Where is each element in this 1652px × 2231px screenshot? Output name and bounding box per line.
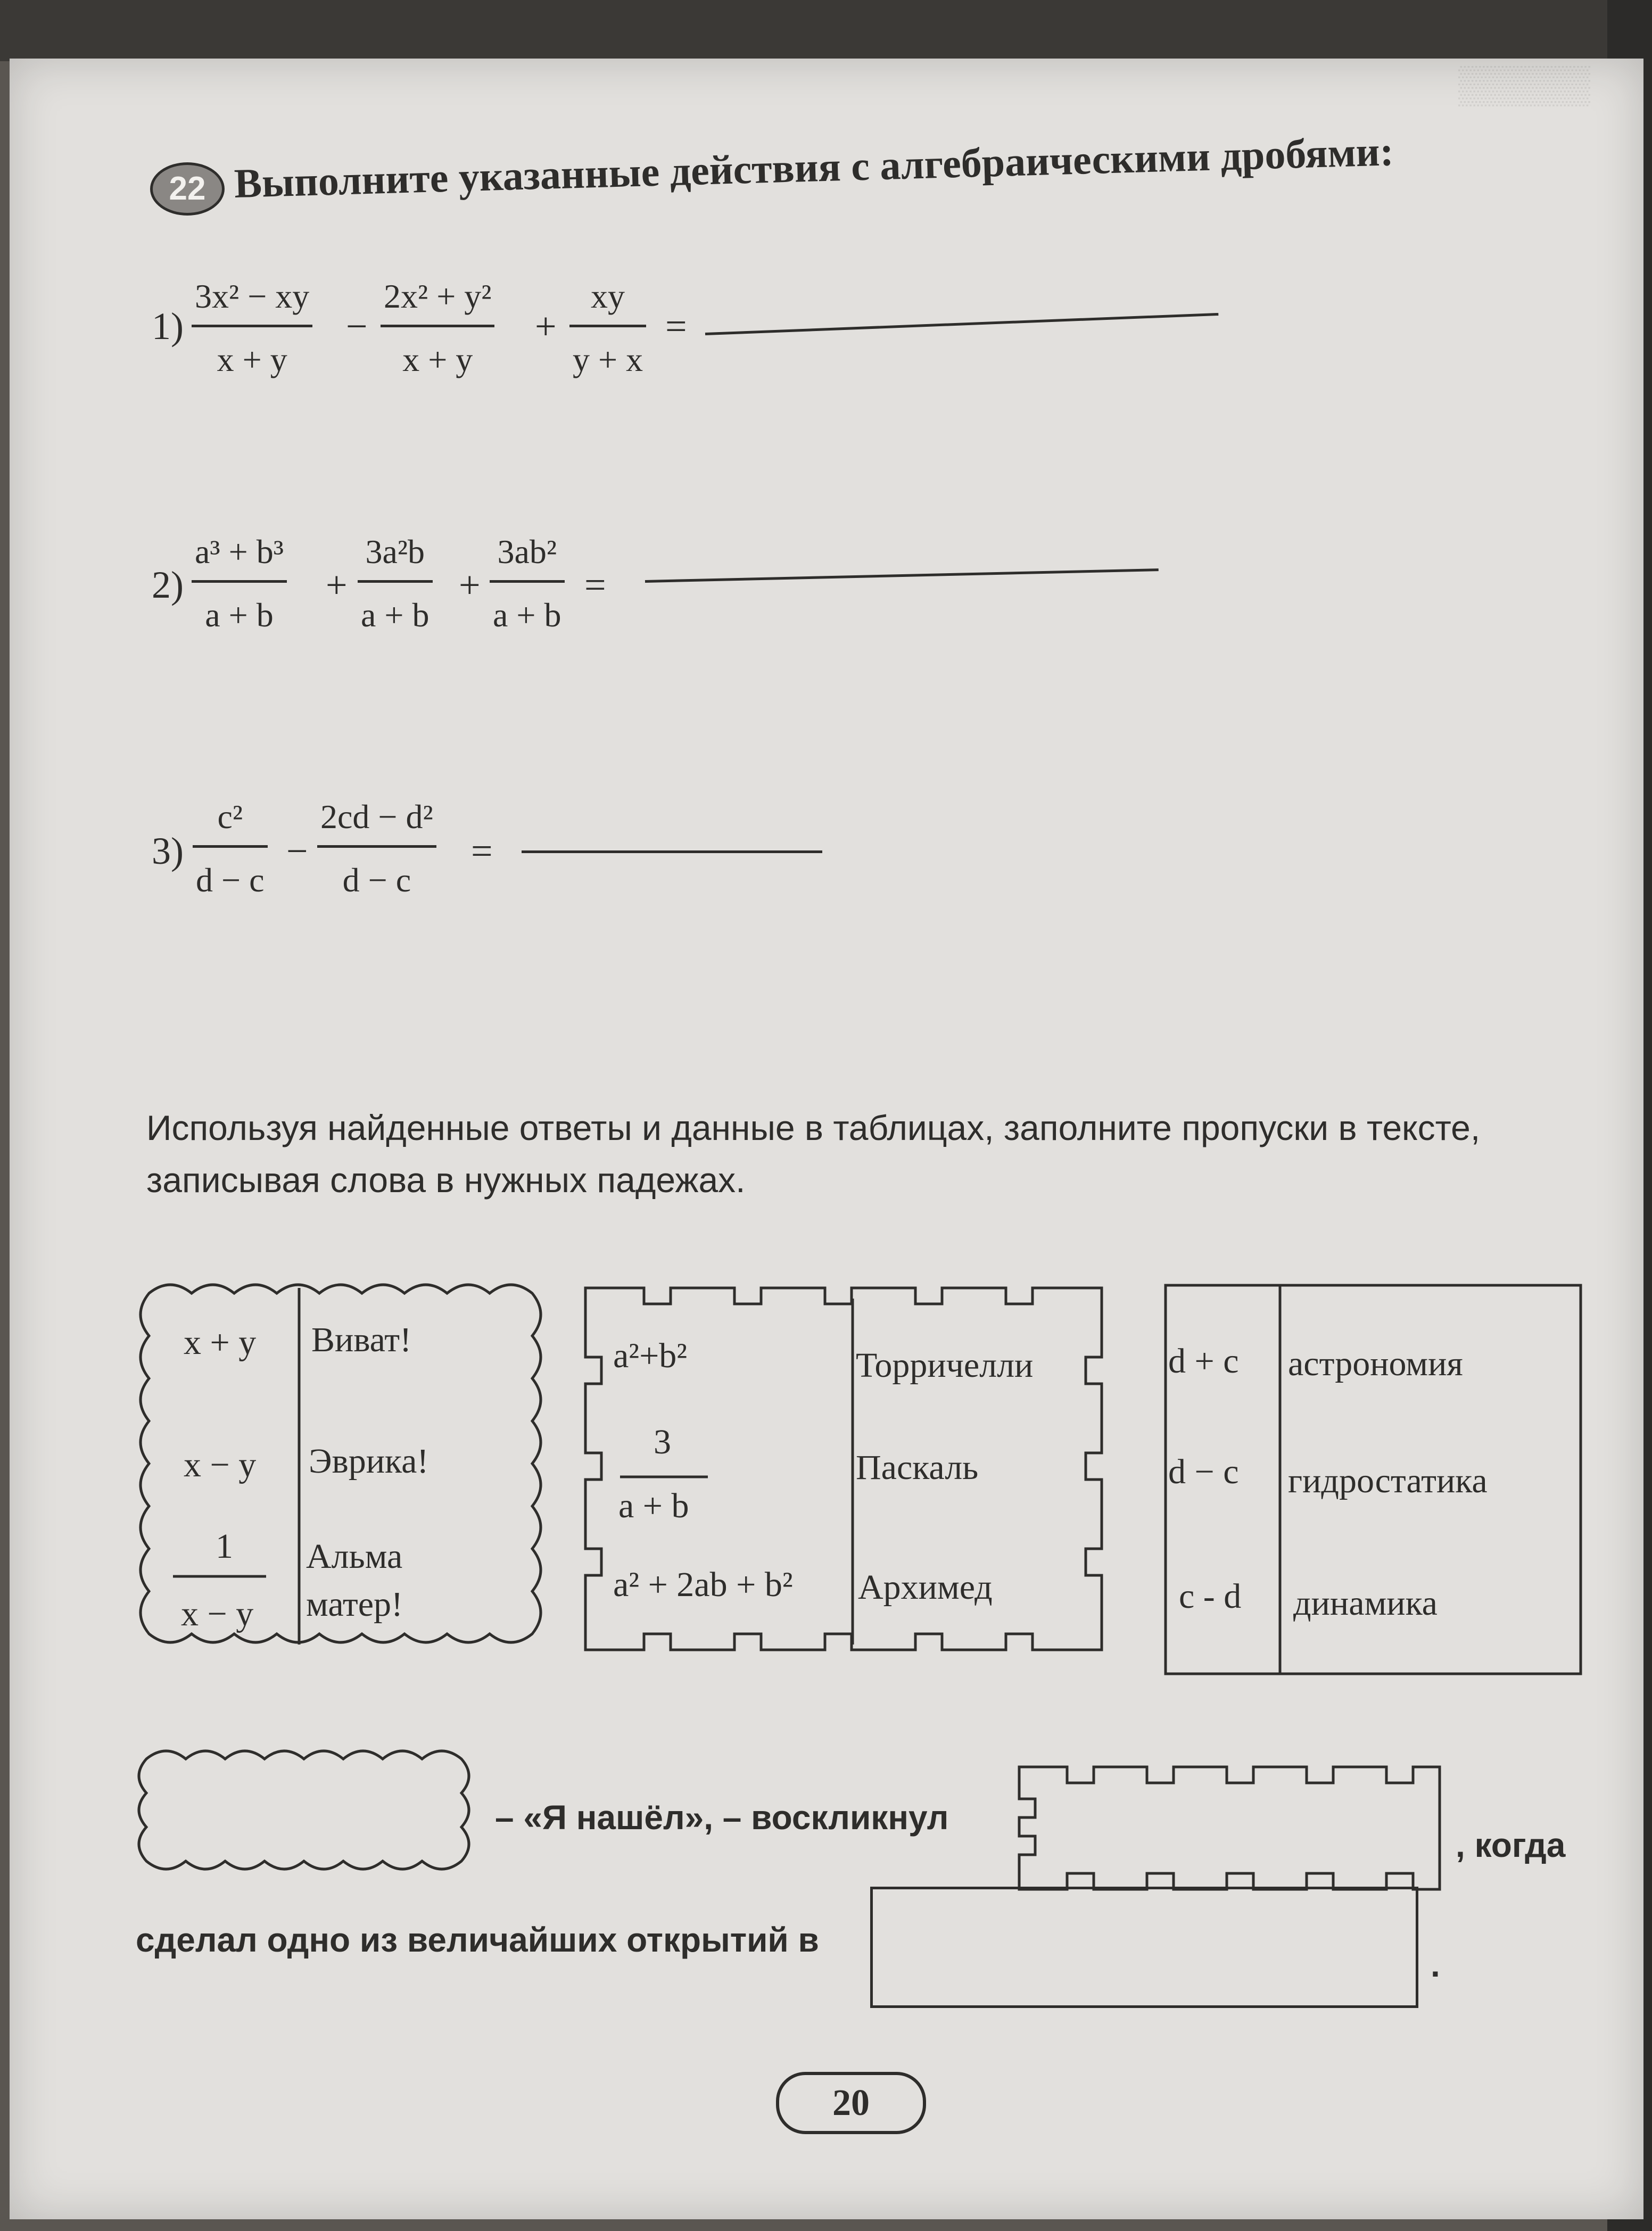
denominator: a + b [493, 596, 561, 634]
denominator: d − c [196, 861, 265, 899]
table-1-expr-3-numerator: 1 [216, 1527, 233, 1566]
table-2-word-2: Паскаль [856, 1448, 979, 1487]
fraction-bar [490, 580, 565, 583]
exercise-3-fraction-2 [317, 797, 436, 900]
exercise-3-operator-1: − [286, 830, 308, 872]
desk-background-top [0, 0, 1652, 61]
denominator: a + b [205, 596, 274, 634]
table-3-expr-1: d + c [1168, 1342, 1239, 1381]
exercise-3-label: 3) [152, 830, 184, 872]
table-2-expr-1: a²+b² [613, 1336, 688, 1375]
exercise-1-operator-2: + [535, 305, 557, 348]
fraction-bar [358, 580, 433, 583]
numerator: 3a²b [365, 533, 425, 571]
bleed-through-shade: ▒▒▒▒▒ [1458, 64, 1590, 105]
exercise-2-fraction-1 [192, 532, 287, 635]
table-1-expr-1: x + y [184, 1323, 257, 1362]
exercise-2-operator-2: + [459, 564, 481, 606]
denominator: x + y [402, 341, 473, 378]
fraction-bar [317, 845, 436, 848]
numerator: 3x² − xy [195, 277, 310, 315]
fraction-bar [192, 580, 287, 583]
exercise-2-equals: = [584, 564, 606, 606]
table-2-expr-2-numerator: 3 [654, 1423, 671, 1461]
table-3-expr-2: d − c [1168, 1452, 1239, 1491]
task-number-badge: 22 [150, 162, 225, 216]
table-1-word-1: Виват! [311, 1320, 412, 1359]
sentence-part-1: – «Я нашёл», – воскликнул [495, 1798, 949, 1837]
table-2-word-1: Торричелли [856, 1346, 1034, 1385]
exercise-3-answer-line[interactable] [522, 850, 822, 853]
table-3-word-2: гидростатика [1288, 1461, 1488, 1500]
exercise-1-label: 1) [152, 305, 184, 348]
exercise-1-equals: = [665, 305, 687, 348]
exercise-2-fraction-3 [490, 532, 565, 635]
table-2-word-3: Архимед [858, 1568, 993, 1607]
numerator: xy [591, 277, 625, 315]
page-number: 20 [776, 2072, 926, 2134]
numerator: 2x² + y² [384, 277, 492, 315]
sentence-end: . [1431, 1946, 1440, 1984]
denominator: d − c [342, 861, 411, 899]
exercise-2-fraction-2 [358, 532, 433, 635]
table-1-expr-3-denominator: x − y [181, 1594, 254, 1633]
table-2-expr-3: a² + 2ab + b² [613, 1565, 793, 1604]
exercise-1-fraction-2 [381, 277, 494, 379]
numerator: c² [217, 798, 243, 836]
exercise-1-operator-1: − [346, 305, 368, 348]
denominator: a + b [361, 596, 429, 634]
fraction-bar [192, 325, 312, 327]
fraction-bar [193, 845, 268, 848]
table-3-word-3: динамика [1293, 1584, 1438, 1623]
table-1-word-3: Альма матер! [306, 1537, 403, 1624]
exercise-2-operator-1: + [326, 564, 348, 606]
table-2-expr-2-denominator: a + b [618, 1486, 689, 1525]
exercise-2-label: 2) [152, 564, 184, 606]
table-1-expr-2: x − y [184, 1445, 257, 1484]
fraction-bar [569, 325, 646, 327]
table-3-word-1: астрономия [1288, 1344, 1463, 1383]
table-3-expr-3: c - d [1179, 1577, 1242, 1616]
sentence-part-3: сделал одно из величайших открытий в [136, 1921, 819, 1959]
instruction-text: Используя найденные ответы и данные в таблицах, заполните пропуски в тексте, записывая слова в нужных падежах. [146, 1108, 1481, 1200]
denominator: x + y [217, 341, 287, 378]
exercise-1-fraction-3 [569, 277, 646, 379]
numerator: 2cd − d² [320, 798, 433, 836]
blank-rectangle-field[interactable] [870, 1887, 1418, 2008]
exercise-3-fraction-1 [193, 797, 268, 900]
denominator: y + x [573, 341, 643, 378]
blank-scalloped-exclamation[interactable] [130, 1740, 482, 1884]
table-1-word-2: Эврика! [309, 1442, 429, 1481]
numerator: a³ + b³ [195, 533, 284, 571]
task-title: Выполните указанные действия с алгебраическими дробями: [233, 128, 1394, 206]
exercise-3-equals: = [471, 830, 493, 872]
fraction-bar [381, 325, 494, 327]
blank-notched-scientist[interactable] [1014, 1756, 1450, 1900]
sentence-part-2: , когда [1456, 1826, 1566, 1864]
exercise-1-fraction-1 [192, 277, 312, 379]
numerator: 3ab² [497, 533, 557, 571]
